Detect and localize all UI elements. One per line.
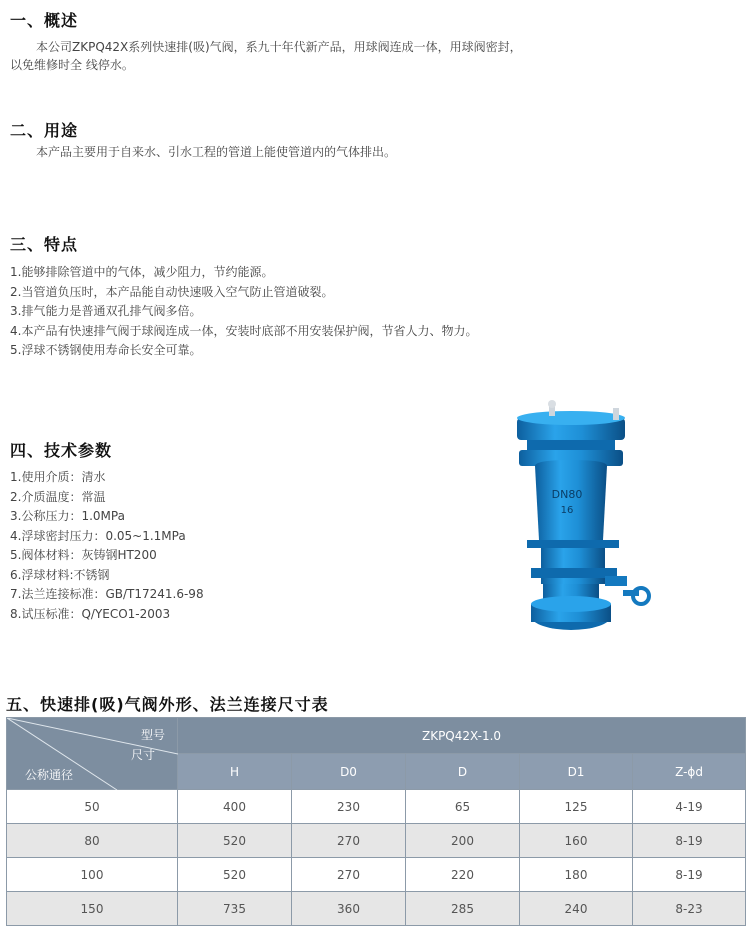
valve-marking-pressure: 16 <box>560 505 574 516</box>
section-title-tech-params: 四、技术参数 <box>10 441 113 460</box>
column-header-d: D <box>406 754 520 790</box>
param-item: 2.介质温度：常温 <box>10 489 106 504</box>
param-item: 4.浮球密封压力：0.05~1.1MPa <box>10 528 186 543</box>
cell: 65 <box>406 790 520 824</box>
corner-label-model: 型号 <box>140 728 165 742</box>
cell: 240 <box>520 892 633 926</box>
table-row <box>7 824 746 858</box>
cell: 520 <box>178 858 292 892</box>
param-item: 3.公称压力：1.0MPa <box>10 509 125 523</box>
cell: 100 <box>7 858 178 892</box>
corner-label-nominal-diameter: 公称通径 <box>25 768 74 782</box>
feature-item: 4.本产品有快速排气阀于球阀连成一体，安装时底部不用安装保护阀，节省人力、物力。 <box>10 323 478 338</box>
column-header-d0: D0 <box>292 754 406 790</box>
feature-item: 1.能够排除管道中的气体，减少阻力，节约能源。 <box>10 265 274 279</box>
cell: 270 <box>292 824 406 858</box>
column-header-d1: D1 <box>520 754 633 790</box>
cell: 150 <box>7 892 178 926</box>
param-item: 1.使用介质：清水 <box>10 470 106 484</box>
corner-label-size: 尺寸 <box>130 748 155 762</box>
cell: 160 <box>520 824 633 858</box>
cell: 8-19 <box>633 858 746 892</box>
overview-line-1: 本公司ZKPQ42X系列快速排(吸)气阀，系九十年代新产品，用球阀连成一体，用球阀密封， <box>36 40 522 54</box>
table-row <box>7 892 746 926</box>
cell: 180 <box>520 858 633 892</box>
usage-text: 本产品主要用于自来水、引水工程的管道上能使管道内的气体排出。 <box>36 145 397 159</box>
section-title-overview: 一、概述 <box>10 11 79 30</box>
param-item: 5.阀体材料：灰铸钢HT200 <box>10 548 157 562</box>
table-row <box>7 858 746 892</box>
valve-product-image <box>505 400 675 650</box>
cell: 4-19 <box>633 790 746 824</box>
cell: 230 <box>292 790 406 824</box>
section-title-usage: 二、用途 <box>10 121 79 140</box>
feature-item: 2.当管道负压时，本产品能自动快速吸入空气防止管道破裂。 <box>10 284 334 299</box>
cell: 125 <box>520 790 633 824</box>
param-item: 8.试压标准：Q/YECO1-2003 <box>10 606 171 621</box>
cell: 735 <box>178 892 292 926</box>
tech-params-list <box>10 468 204 624</box>
param-item: 6.浮球材料:不锈钢 <box>10 567 110 582</box>
cell: 8-19 <box>633 824 746 858</box>
cell: 200 <box>406 824 520 858</box>
cell: 285 <box>406 892 520 926</box>
cell: 8-23 <box>633 892 746 926</box>
section-title-features: 三、特点 <box>10 235 79 254</box>
table-corner-header <box>7 718 178 790</box>
features-list <box>10 263 477 361</box>
cell: 520 <box>178 824 292 858</box>
model-name-header: ZKPQ42X-1.0 <box>178 718 746 754</box>
cell: 220 <box>406 858 520 892</box>
cell: 80 <box>7 824 178 858</box>
feature-item: 5.浮球不锈钢使用寿命长安全可靠。 <box>10 343 202 357</box>
feature-item: 3.排气能力是普通双孔排气阀多倍。 <box>10 304 202 318</box>
overview-line-2: 以免维修时全 线停水。 <box>10 58 134 72</box>
cell: 400 <box>178 790 292 824</box>
cell: 50 <box>7 790 178 824</box>
section-title-dimension-table: 五、快速排(吸)气阀外形、法兰连接尺寸表 <box>6 695 329 714</box>
dimension-table <box>6 717 746 926</box>
param-item: 7.法兰连接标准：GB/T17241.6-98 <box>10 587 204 601</box>
column-header-h: H <box>178 754 292 790</box>
table-row <box>7 790 746 824</box>
column-header-z-phi-d: Z-ϕd <box>633 754 746 790</box>
valve-marking-dn: DN80 <box>551 488 583 501</box>
cell: 270 <box>292 858 406 892</box>
cell: 360 <box>292 892 406 926</box>
